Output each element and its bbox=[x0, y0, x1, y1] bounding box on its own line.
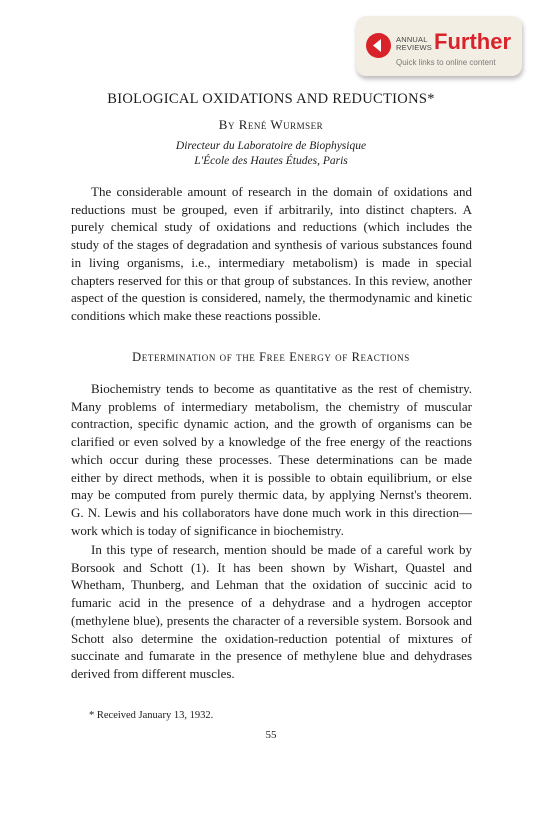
body-paragraph-2: Biochemistry tends to become as quantitative as the rest of chemistry. Many problems of intermediary metabolism, the chemistry of muscular contraction, specific dynamic action, and the growth of organisms can be clarified or even solved by a knowledge of the free energy of the reactions which occur during these processes. These determinations can be made either by direct methods, when it is possible to obtain equilibrium, or else may be computed from purely thermic data, by applying Nernst's theorem. G. N. Lewis and his collaborators have done much work in this direction—work which is today of significance in biochemistry. bbox=[71, 381, 472, 538]
body-paragraph-3: In this type of research, mention should be made of a careful work by Borsook and Schott (1). It has been shown by Wishart, Quastel and Whetham, Thunberg, and Lehman that the oxidation of succinic acid to fumaric acid in the presence of a dehydrase and a hydrogen acceptor (methylene blue), presents the character of a reversible system. Borsook and Schott also determine the oxidation-reduction potential of mixtures of succinate and fumarate in the presence of methylene blue and dehydrases derived from different muscles. bbox=[71, 542, 472, 681]
annual-reviews-logo-icon bbox=[366, 33, 391, 58]
author-affiliation-line1: Directeur du Laboratoire de Biophysique bbox=[175, 140, 367, 152]
body-paragraph-1: The considerable amount of research in the domain of oxidations and reductions must be grouped, even if arbitrarily, into distinct chapters. A purely chemical study of oxidations and reductions (which includes the study of the stages of degradation and synthesis of various substances found in living organisms, i.e., intermediary metabolism) is made in special chapters reserved for this or that group of substances. In this review, another aspect of the question is considered, namely, the thermodynamic and kinetic conditions which make these reactions possible. bbox=[71, 184, 472, 323]
article-author: By René Wurmser bbox=[218, 117, 324, 132]
page-number: 55 bbox=[265, 729, 277, 741]
badge-subtitle: Quick links to online content bbox=[396, 58, 496, 67]
section-heading: Determination of the Free Energy of Reactions bbox=[132, 350, 410, 364]
badge-publisher-name bbox=[396, 36, 432, 51]
article-title: BIOLOGICAL OXIDATIONS AND REDUCTIONS* bbox=[107, 91, 435, 107]
annual-reviews-further-badge[interactable] bbox=[356, 16, 522, 76]
badge-publisher-line2: REVIEWS bbox=[396, 42, 432, 52]
author-affiliation-line2: L'École des Hautes Études, Paris bbox=[194, 155, 348, 167]
footnote: * Received January 13, 1932. bbox=[89, 710, 214, 721]
badge-brand: Further bbox=[434, 29, 511, 54]
badge-publisher-line1: ANNUAL bbox=[396, 35, 428, 44]
